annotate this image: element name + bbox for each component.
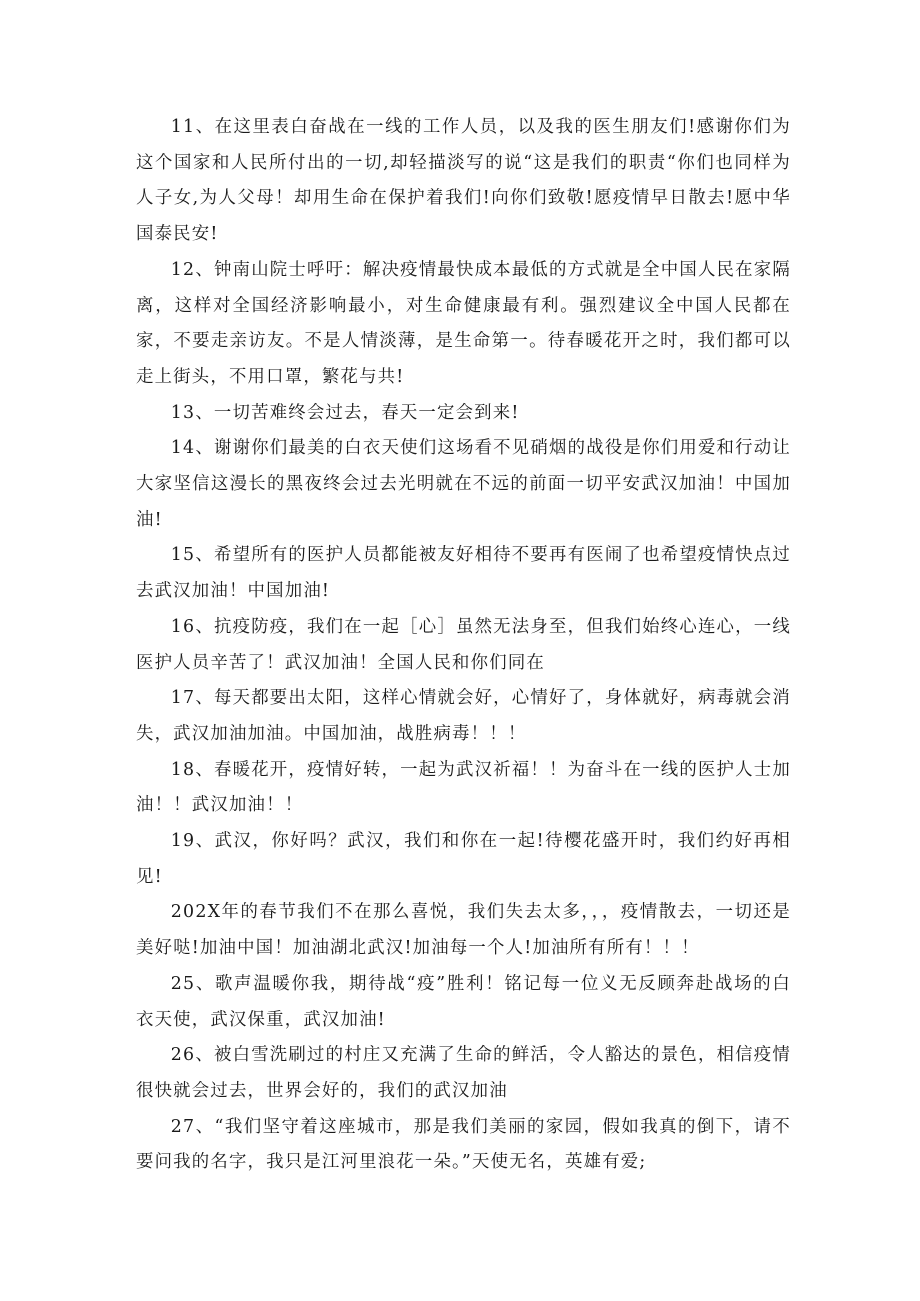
paragraph-11: 11、在这里表白奋战在一线的工作人员，以及我的医生朋友们!感谢你们为这个国家和人民所付出的一切,却轻描淡写的说“这是我们的职责“你们也同样为人子女,为人父母！却用生命在保护着我们!向你们致敬!愿疫情早日散去!愿中华国泰民安! [136, 117, 791, 245]
paragraph-19: 19、武汉，你好吗？武汉，我们和你在一起!待樱花盛开时，我们约好再相见! [136, 831, 791, 887]
paragraph-12: 12、钟南山院士呼吁：解决疫情最快成本最低的方式就是全中国人民在家隔离，这样对全国经济影响最小，对生命健康最有利。强烈建议全中国人民都在家，不要走亲访友。不是人情淡薄，是生命第一。待春暖花开之时，我们都可以走上街头，不用口罩，繁花与共! [136, 259, 791, 387]
paragraph-15: 15、希望所有的医护人员都能被友好相待不要再有医闹了也希望疫情快点过去武汉加油！中国加油! [136, 545, 791, 602]
paragraph-26: 26、被白雪洗刷过的村庄又充满了生命的鲜活，令人豁达的景色，相信疫情很快就会过去，世界会好的，我们的武汉加油 [136, 1045, 791, 1101]
paragraph-14: 14、谢谢你们最美的白衣天使们这场看不见硝烟的战役是你们用爱和行动让大家坚信这漫长的黑夜终会过去光明就在不远的前面一切平安武汉加油！中国加油! [136, 438, 791, 530]
paragraph-202x: 202X年的春节我们不在那么喜悦，我们失去太多，，，疫情散去，一切还是美好哒!加油中国！加油湖北武汉!加油每一个人!加油所有所有！！！ [136, 902, 791, 959]
paragraph-27: 27、“我们坚守着这座城市，那是我们美丽的家园，假如我真的倒下，请不要问我的名字，我只是江河里浪花一朵。”天使无名，英雄有爱; [136, 1116, 791, 1173]
paragraph-16: 16、抗疫防疫，我们在一起［心］虽然无法身至，但我们始终心连心，一线医护人员辛苦了！武汉加油！全国人民和你们同在 [136, 616, 791, 673]
paragraph-18: 18、春暖花开，疫情好转，一起为武汉祈福！！为奋斗在一线的医护人士加油！！武汉加油！！ [136, 759, 791, 816]
document-body [136, 110, 791, 1181]
paragraph-13: 13、一切苦难终会过去，春天一定会到来! [170, 402, 520, 423]
paragraph-25: 25、歌声温暖你我，期待战“疫”胜利！铭记每一位义无反顾奔赴战场的白衣天使，武汉保重，武汉加油! [136, 973, 791, 1030]
paragraph-17: 17、每天都要出太阳，这样心情就会好，心情好了，身体就好，病毒就会消失，武汉加油加油。中国加油，战胜病毒！！！ [136, 688, 791, 744]
